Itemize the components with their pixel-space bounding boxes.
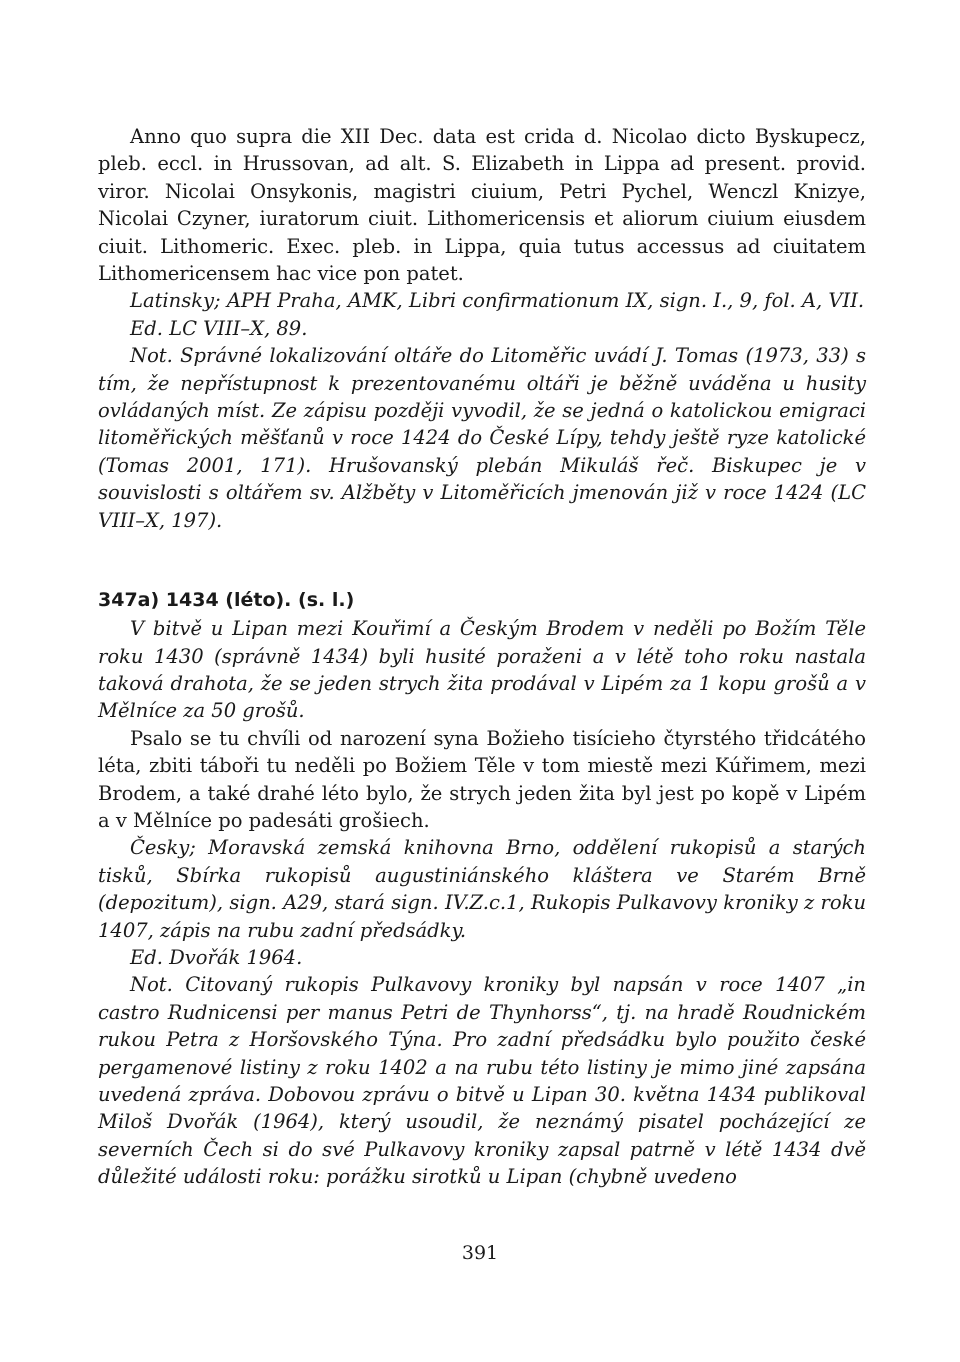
section-spacer xyxy=(98,534,866,586)
latin-record-text: Anno quo supra die XII Dec. data est crida d. Nicolao dicto Byskupecz, pleb. eccl. in Hrussovan, ad alt. S. Elizabeth in Lippa ad present. provid. viror. Nicolai Onsykonis, magistri ciuium, Petri Pychel, Wenczl Knizye, Nicolai Czyner, iuratorum ciuit. Lithomericensis et aliorum ciuium eiusdem ciuit. Lithomeric. Exec. pleb. in Lippa, quia tutus accessus ad ciuitatem Lithomericensem hac vice pon patet. xyxy=(98,125,866,286)
latin-record-note: Not. Správné lokalizování oltáře do Litoměřic uvádí J. Tomas (1973, 33) s tím, že nepřístupnost k prezentovanému oltáři je běžně uváděna u husity ovládaných míst. Ze zápisu později vyvodil, že se jedná o katolickou emigraci litoměřických měšťanů v roce 1424 do České Lípy, tehdy ještě ryze katolické (Tomas 2001, 171). Hrušovanský plebán Mikuláš řeč. Biskupec je v souvislosti s oltářem sv. Alžběty v Litoměřicích jmenován již v roce 1424 (LC VIII–X, 197). xyxy=(98,344,866,532)
entry-source: Česky; Moravská zemská knihovna Brno, oddělení rukopisů a starých tisků, Sbírka rukopisů augustiniánského kláštera ve Starém Brně (depozitum), sign. A29, stará sign. IV.Z.c.1, Rukopis Pulkavovy kroniky z roku 1407, zápis na rubu zadní předsádky. xyxy=(98,836,866,942)
latin-record-edition: Ed. LC VIII–X, 89. xyxy=(130,316,308,340)
page-number: 391 xyxy=(461,1242,499,1264)
page-body xyxy=(98,123,866,1191)
entry-note: Not. Citovaný rukopis Pulkavovy kroniky byl napsán v roce 1407 „in castro Rudnicensi per manus Petri de Thynhorss“, tj. na hradě Roudnickém rukou Petra z Horšovského Týna. Pro zadní předsádku bylo použito české pergamenové listiny z roku 1402 a na rubu této listiny je mimo jiné zapsána uvedená zpráva. Dobovou zprávu o bitvě u Lipan 30. května 1434 publikoval Miloš Dvořák (1964), který usoudil, že neznámý pisatel pocházející ze severních Čech si do své Pulkavovy kroniky zapsal patrně v létě 1434 dvě důležité události roku: porážku sirotků u Lipan (chybně uvedeno xyxy=(98,973,866,1189)
entry-edition: Ed. Dvořák 1964. xyxy=(130,945,303,969)
entry-summary: V bitvě u Lipan mezi Kouřimí a Českým Brodem v neděli po Božím Těle roku 1430 (správně 1434) byli husité poraženi a v létě toho roku nastala taková drahota, že se jeden strych žita prodával v Lipém za 1 kopu grošů a v Mělníce za 50 grošů. xyxy=(98,617,866,723)
entry-heading: 347a) 1434 (léto). (s. l.) xyxy=(98,589,355,612)
latin-record-source: Latinsky; APH Praha, AMK, Libri confirmationum IX, sign. I., 9, fol. A, VII. xyxy=(130,289,865,313)
entry-czech-text: Psalo se tu chvíli od narození syna Božieho tisícieho čtyrstého třidcátého léta, zbiti táboři tu neděli po Božiem Těle v tom miestě mezi Kúřimem, mezi Brodem, a také drahé léto bylo, že strych jeden žita byl jest po kopě v Lipém a v Mělníce po padesáti grošiech. xyxy=(98,726,866,832)
